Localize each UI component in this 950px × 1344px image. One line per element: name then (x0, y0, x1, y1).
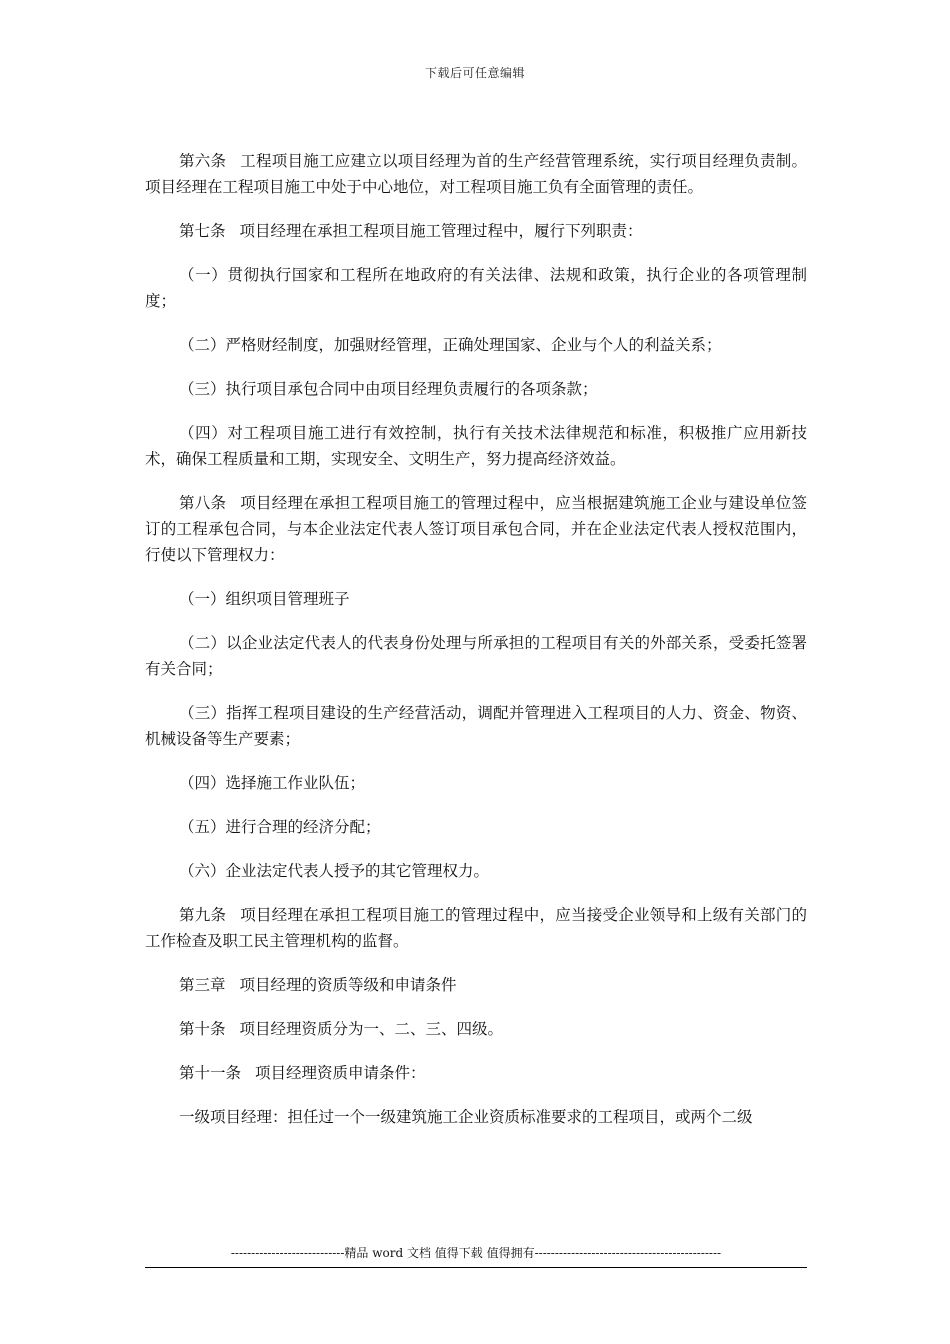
list-item (145, 858, 807, 884)
list-item-text: （一）组织项目管理班子 (179, 590, 350, 608)
chapter-label: 第三章 (179, 976, 226, 994)
list-item (145, 770, 807, 796)
list-item-text: （二）以企业法定代表人的代表身份处理与所承担的工程项目有关的外部关系，受委托签署有关合同； (145, 634, 807, 678)
footer-text: ----------------------------精品 word 文档 值得下载 值得拥有---------------------------------------------- (230, 1246, 722, 1260)
article-text: 工程项目施工应建立以项目经理为首的生产经营管理系统，实行项目经理负责制。项目经理在工程项目施工中处于中心地位，对工程项目施工负有全面管理的责任。 (145, 152, 807, 196)
list-item (145, 700, 807, 752)
article-label: 第十一条 (179, 1064, 242, 1082)
page-header: 下载后可任意编辑 (424, 66, 525, 80)
list-item-text: （六）企业法定代表人授予的其它管理权力。 (179, 862, 490, 880)
list-item-text: （三）执行项目承包合同中由项目经理负责履行的各项条款； (179, 380, 598, 398)
article-label: 第八条 (179, 494, 227, 512)
list-item-text: （四）对工程项目施工进行有效控制，执行有关技术法律规范和标准，积极推广应用新技术，确保工程质量和工期，实现安全、文明生产，努力提高经济效益。 (145, 424, 807, 468)
list-item (145, 262, 807, 314)
article-label: 第十条 (179, 1020, 226, 1038)
article-label: 第七条 (179, 222, 226, 240)
article-6 (145, 148, 807, 200)
article-text: 项目经理资质申请条件： (255, 1064, 426, 1082)
article-text: 项目经理在承担工程项目施工的管理过程中，应当接受企业领导和上级有关部门的工作检查及职工民主管理机构的监督。 (145, 906, 807, 950)
list-item (145, 814, 807, 840)
list-item (145, 630, 807, 682)
article-text: 项目经理在承担工程项目施工的管理过程中，应当根据建筑施工企业与建设单位签订的工程承包合同，与本企业法定代表人签订项目承包合同，并在企业法定代表人授权范围内，行使以下管理权力： (145, 494, 807, 564)
list-item (145, 376, 807, 402)
article-10 (145, 1016, 807, 1042)
article-label: 第六条 (179, 152, 227, 170)
chapter-title: 项目经理的资质等级和申请条件 (239, 976, 457, 994)
list-item (145, 332, 807, 358)
chapter-3-heading (145, 972, 807, 998)
list-item (145, 586, 807, 612)
article-11 (145, 1060, 807, 1086)
condition-text: 一级项目经理：担任过一个一级建筑施工企业资质标准要求的工程项目，或两个二级 (179, 1108, 753, 1126)
article-text: 项目经理资质分为一、二、三、四级。 (239, 1020, 504, 1038)
article-8 (145, 490, 807, 568)
list-item-text: （一）贯彻执行国家和工程所在地政府的有关法律、法规和政策，执行企业的各项管理制度； (145, 266, 807, 310)
article-9 (145, 902, 807, 954)
level-1-condition (145, 1104, 807, 1130)
list-item (145, 420, 807, 472)
list-item-text: （四）选择施工作业队伍； (179, 774, 366, 792)
footer-rule (145, 1267, 807, 1268)
list-item-text: （五）进行合理的经济分配； (179, 818, 381, 836)
article-label: 第九条 (179, 906, 227, 924)
document-body (145, 148, 807, 1148)
article-text: 项目经理在承担工程项目施工管理过程中，履行下列职责： (239, 222, 643, 240)
list-item-text: （三）指挥工程项目建设的生产经营活动，调配并管理进入工程项目的人力、资金、物资、机械设备等生产要素； (145, 704, 807, 748)
article-7 (145, 218, 807, 244)
page-footer (145, 1244, 807, 1268)
list-item-text: （二）严格财经制度，加强财经管理，正确处理国家、企业与个人的利益关系； (179, 336, 722, 354)
